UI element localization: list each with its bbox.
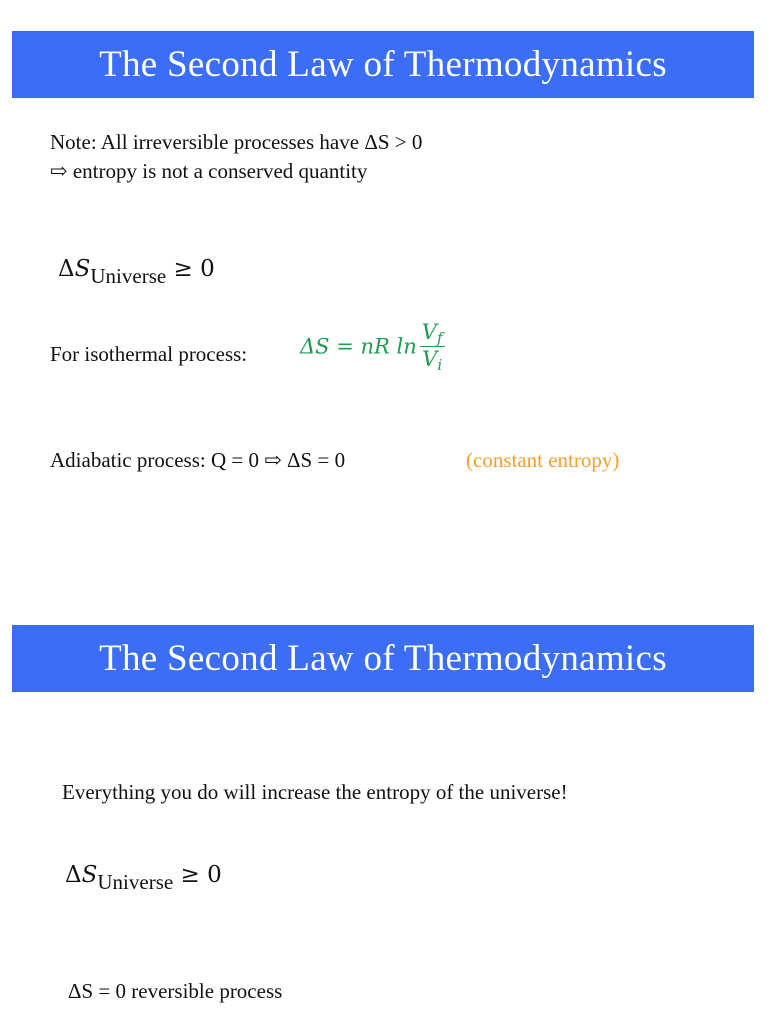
- inequality: ≥ 0: [173, 862, 222, 888]
- slide1-title: The Second Law of Thermodynamics: [99, 44, 667, 85]
- numerator-v: V: [421, 320, 437, 344]
- slide2-title: The Second Law of Thermodynamics: [99, 638, 667, 679]
- denominator-v: V: [422, 347, 438, 371]
- delta-symbol: Δ: [65, 862, 82, 888]
- slide1-title-banner: [12, 31, 754, 98]
- entropy-symbol: S: [81, 862, 98, 888]
- fraction-denominator: [422, 347, 442, 373]
- fraction-numerator: [420, 320, 445, 347]
- slide1-adiabatic-text: Adiabatic process: Q = 0 ⇨ ΔS = 0: [50, 448, 346, 472]
- slide1-isothermal-label: For isothermal process:: [50, 342, 248, 366]
- slide1-note-line2: ⇨ entropy is not a conserved quantity: [50, 159, 368, 183]
- inequality: ≥ 0: [166, 256, 215, 282]
- slide1-note-line1: Note: All irreversible processes have ΔS > 0: [50, 130, 423, 154]
- universe-subscript: Universe: [97, 870, 174, 894]
- slide2-title-banner: [12, 625, 754, 692]
- slide1-constant-entropy: (constant entropy): [466, 448, 620, 472]
- slide1-universe-equation: [58, 256, 215, 288]
- slide2-reversible: ΔS = 0 reversible process: [68, 979, 283, 1003]
- delta-symbol: Δ: [58, 256, 75, 282]
- slide2-universe-equation: [65, 862, 222, 894]
- entropy-symbol: S: [74, 256, 91, 282]
- slide2-statement: Everything you do will increase the entropy of the universe!: [62, 780, 568, 804]
- volume-ratio-fraction: [420, 320, 445, 373]
- universe-subscript: Universe: [90, 264, 167, 288]
- numerator-sub: f: [436, 329, 443, 347]
- slide1-isothermal-equation: [300, 320, 445, 373]
- isothermal-lhs: ΔS = nR ln: [300, 334, 417, 359]
- denominator-sub: i: [437, 356, 443, 374]
